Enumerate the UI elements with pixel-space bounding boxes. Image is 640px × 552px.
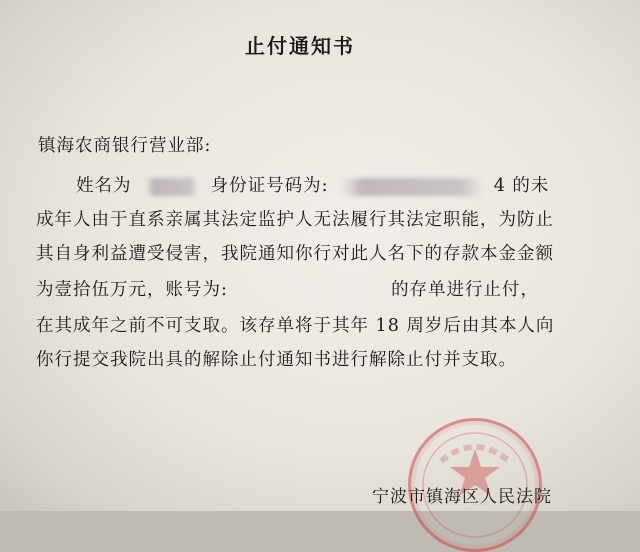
redacted-name	[146, 178, 198, 196]
body-line-3: 其自身利益遭受侵害，我院通知你行对此人名下的存款本金金额	[36, 244, 554, 264]
recipient-line: 镇海农商银行营业部:	[38, 136, 212, 156]
body-line-1	[76, 172, 549, 197]
page-title: 止付通知书	[245, 34, 355, 58]
redacted-id-number	[341, 178, 483, 196]
body-line-6: 你行提交我院出具的解除止付通知书进行解除止付并支取。	[36, 350, 517, 370]
body-line-5: 在其成年之前不可支取。该存单将于其年 18 周岁后由其本人向	[36, 316, 555, 336]
id-label: 身份证号码为:	[210, 176, 329, 196]
issuing-court: 宁波市镇海区人民法院	[372, 487, 552, 507]
line-4-tail: 的存单进行止付，	[391, 280, 540, 300]
line-1-tail: 4 的未	[493, 176, 550, 196]
name-label: 姓名为	[76, 176, 132, 196]
body-line-4	[36, 276, 539, 301]
amount-account-label: 为壹拾伍万元，账号为:	[36, 280, 228, 300]
body-line-2: 成年人由于直系亲属其法定监护人无法履行其法定职能，为防止	[36, 210, 554, 230]
